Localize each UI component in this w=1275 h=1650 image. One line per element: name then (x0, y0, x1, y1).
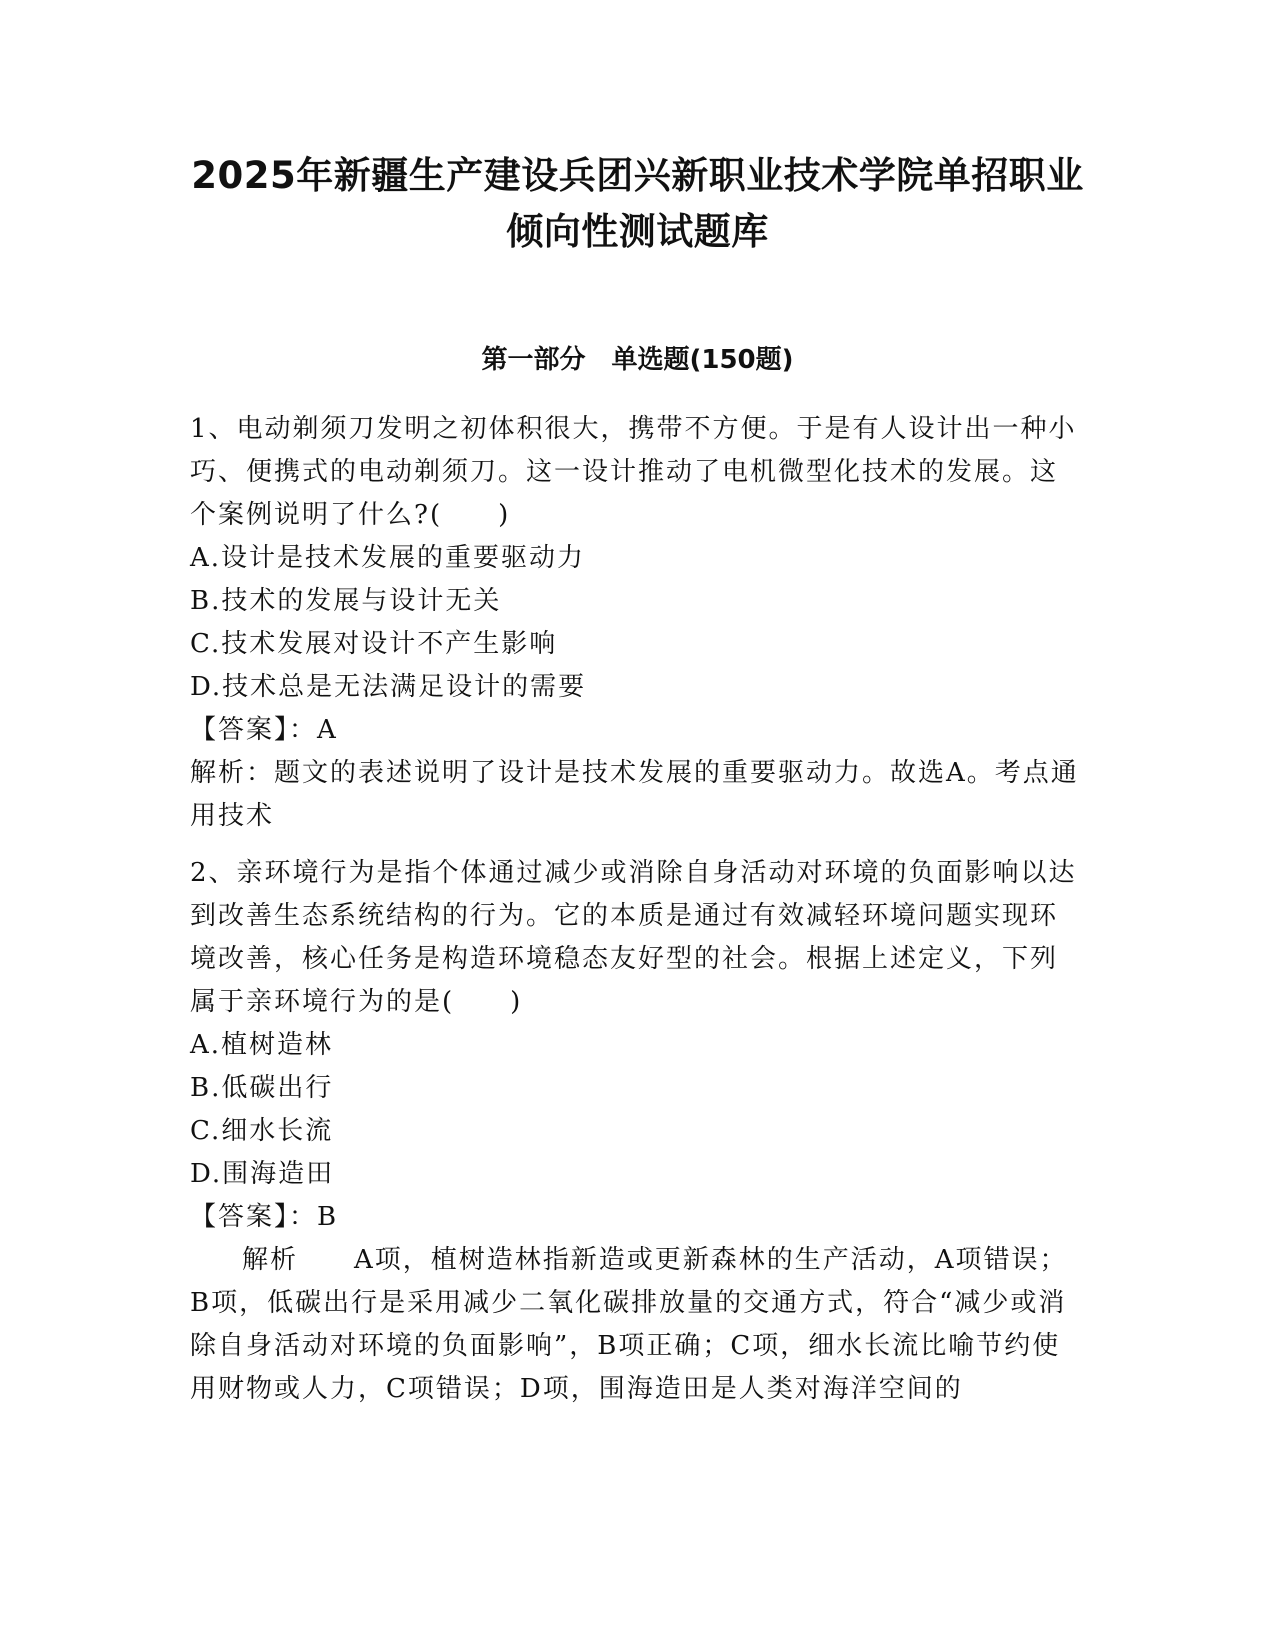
option-a: A.设计是技术发展的重要驱动力 (190, 543, 586, 573)
section-name: 单选题(150题) (611, 345, 794, 375)
analysis: 解析：题文的表述说明了设计是技术发展的重要驱动力。故选A。考点通用技术 (190, 758, 1079, 831)
analysis: 解析 A项，植树造林指新造或更新森林的生产活动，A项错误；B项，低碳出行是采用减少二氧化碳排放量的交通方式，符合“减少或消除自身活动对环境的负面影响”，B项正确；C项，细水长流比喻节约使用财物或人力，C项错误；D项，围海造田是人类对海洋空间的 (190, 1245, 1068, 1404)
question-2 (190, 852, 1082, 1411)
option-b: B.技术的发展与设计无关 (190, 586, 502, 616)
option-c: C.技术发展对设计不产生影响 (190, 629, 558, 659)
option-b: B.低碳出行 (190, 1073, 334, 1103)
option-d: D.技术总是无法满足设计的需要 (190, 672, 587, 702)
option-a: A.植树造林 (190, 1030, 334, 1060)
section-heading (0, 340, 1275, 380)
option-d: D.围海造田 (190, 1159, 335, 1189)
answer: 【答案】：B (190, 1202, 339, 1232)
question-1 (190, 408, 1082, 838)
document-title-line-1: 2025年新疆生产建设兵团兴新职业技术学院单招职业 (191, 154, 1084, 197)
section-part: 第一部分 (481, 345, 586, 375)
document-title-line-2: 倾向性测试题库 (506, 210, 769, 253)
question-list (190, 408, 1082, 1411)
option-c: C.细水长流 (190, 1116, 334, 1146)
question-stem: 1、电动剃须刀发明之初体积很大，携带不方便。于是有人设计出一种小巧、便携式的电动剃须刀。这一设计推动了电机微型化技术的发展。这个案例说明了什么?( ) (190, 414, 1077, 530)
question-stem: 2、亲环境行为是指个体通过减少或消除自身活动对环境的负面影响以达到改善生态系统结构的行为。它的本质是通过有效减轻环境问题实现环境改善，核心任务是构造环境稳态友好型的社会。根据上述定义，下列属于亲环境行为的是( ) (190, 858, 1077, 1017)
answer: 【答案】：A (190, 715, 338, 745)
